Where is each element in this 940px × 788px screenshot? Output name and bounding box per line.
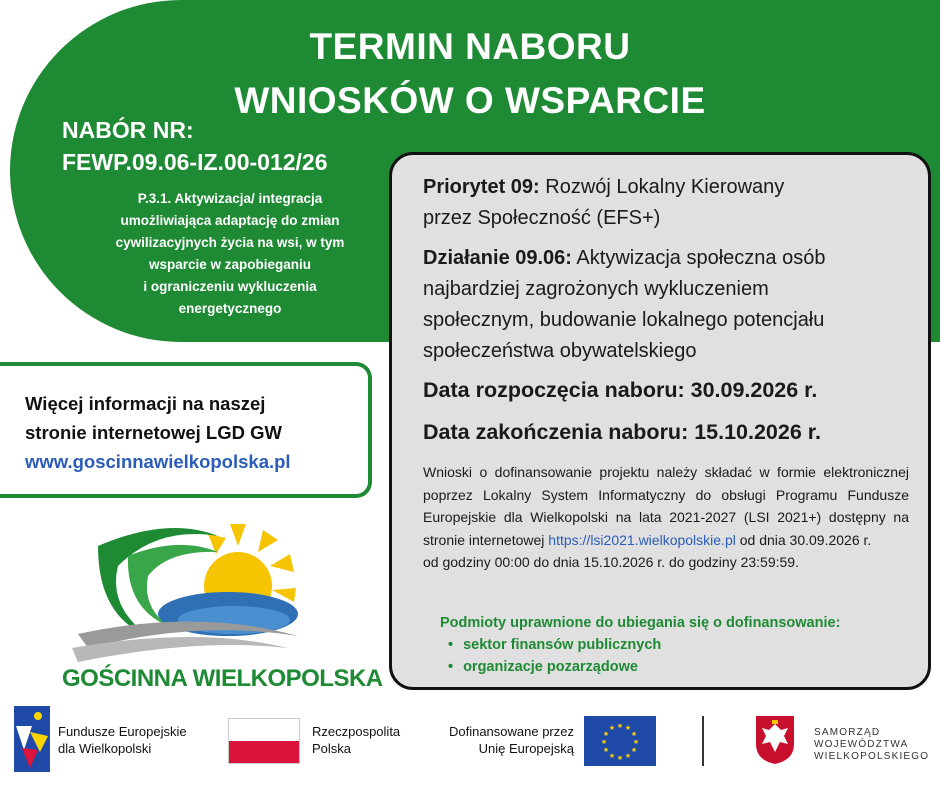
fe-logo-icon — [14, 706, 50, 772]
svg-text:★: ★ — [630, 746, 638, 754]
nabor-label: NABÓR NR: — [62, 117, 194, 143]
title-line-2: WNIOSKÓW O WSPARCIE — [234, 80, 706, 121]
application-instructions — [423, 461, 909, 574]
eu-flag-icon — [584, 716, 656, 766]
svg-text:★: ★ — [616, 722, 624, 730]
list-item: • sektor finansów publicznych — [448, 634, 661, 656]
priorytet-text: Rozwój Lokalny Kierowany — [545, 176, 785, 198]
priorytet-line-2: przez Społeczność (EFS+) — [423, 207, 661, 229]
dzialanie-text-3: społecznym, budowanie lokalnego potencjału — [423, 309, 825, 331]
project-subtitle: P.3.1. Aktywizacja/ integracja umożliwiająca adaptację do zmian cywilizacyjnych życia na wsi, w tym wsparcie w zapobieganiu i ograniczeniu wykluczenia energetycznego — [115, 191, 345, 316]
dzialanie-line — [423, 243, 913, 274]
svg-text:★: ★ — [630, 730, 638, 738]
lsi-link[interactable]: https://lsi2021.wielkopolskie.pl — [548, 531, 736, 548]
website-link[interactable]: www.goscinnawielkopolska.pl — [25, 451, 291, 472]
eligible-title: Podmioty uprawnione do ubiegania się o dofinansowanie: — [440, 615, 841, 631]
page-title — [200, 20, 740, 128]
dzialanie-text-4: społeczeństwa obywatelskiego — [423, 340, 697, 362]
logo-caption: GOŚCINNA WIELKOPOLSKA — [62, 665, 383, 692]
eu-text: Dofinansowane przez Unię Europejską — [448, 724, 574, 756]
fe-text: Fundusze Europejskie dla Wielkopolski — [58, 724, 187, 756]
instructions-part-2: od dnia 30.09.2026 r. — [739, 531, 872, 548]
svg-text:★: ★ — [624, 724, 632, 732]
priorytet-label: Priorytet 09: — [423, 176, 540, 198]
svg-text:★: ★ — [632, 738, 640, 746]
svg-text:★: ★ — [602, 746, 610, 754]
samorzad-text: SAMORZĄD WOJEWÓDZTWA WIELKOPOLSKIEGO — [814, 727, 930, 762]
info-line-1: Więcej informacji na naszej — [25, 393, 266, 414]
end-date: Data zakończenia naboru: 15.10.2026 r. — [423, 420, 821, 444]
instructions-part-3: od godziny 00:00 do dnia 15.10.2026 r. do godziny 23:59:59. — [423, 554, 799, 570]
dzialanie-label: Działanie 09.06: — [423, 247, 572, 269]
title-line-1: TERMIN NABORU — [309, 26, 631, 67]
list-item: • organizacje pozarządowe — [448, 656, 661, 678]
footer-divider — [702, 716, 704, 766]
dzialanie-text-2: najbardziej zagrożonych wykluczeniem — [423, 278, 769, 300]
wielkopolska-eagle-icon — [754, 714, 796, 766]
svg-text:★: ★ — [600, 738, 608, 746]
nabor-number: FEWP.09.06-IZ.00-012/26 — [62, 149, 328, 175]
info-line-2: stronie internetowej LGD GW — [25, 422, 282, 443]
priorytet-line — [423, 172, 913, 203]
rp-text: Rzeczpospolita Polska — [312, 724, 401, 756]
svg-text:★: ★ — [608, 724, 616, 732]
dzialanie-text-1: Aktywizacja społeczna osób — [576, 247, 826, 269]
instructions-part-1: Wnioski o dofinansowanie projektu należy składać w formie elektronicznej poprzez Lokalny System Informatyczny do obsługi Programu Fundusze Europejskie dla Wielkopolski na lata 2021-2027 (LSI 2021+) dostępny na stronie internetowej — [423, 464, 909, 548]
svg-text:★: ★ — [602, 730, 610, 738]
info-text — [25, 389, 282, 447]
poland-flag-icon — [228, 718, 300, 764]
start-date: Data rozpoczęcia naboru: 30.09.2026 r. — [423, 378, 818, 402]
svg-text:★: ★ — [624, 752, 632, 760]
eligible-list — [448, 634, 661, 678]
svg-text:★: ★ — [616, 754, 624, 762]
svg-text:★: ★ — [608, 752, 616, 760]
